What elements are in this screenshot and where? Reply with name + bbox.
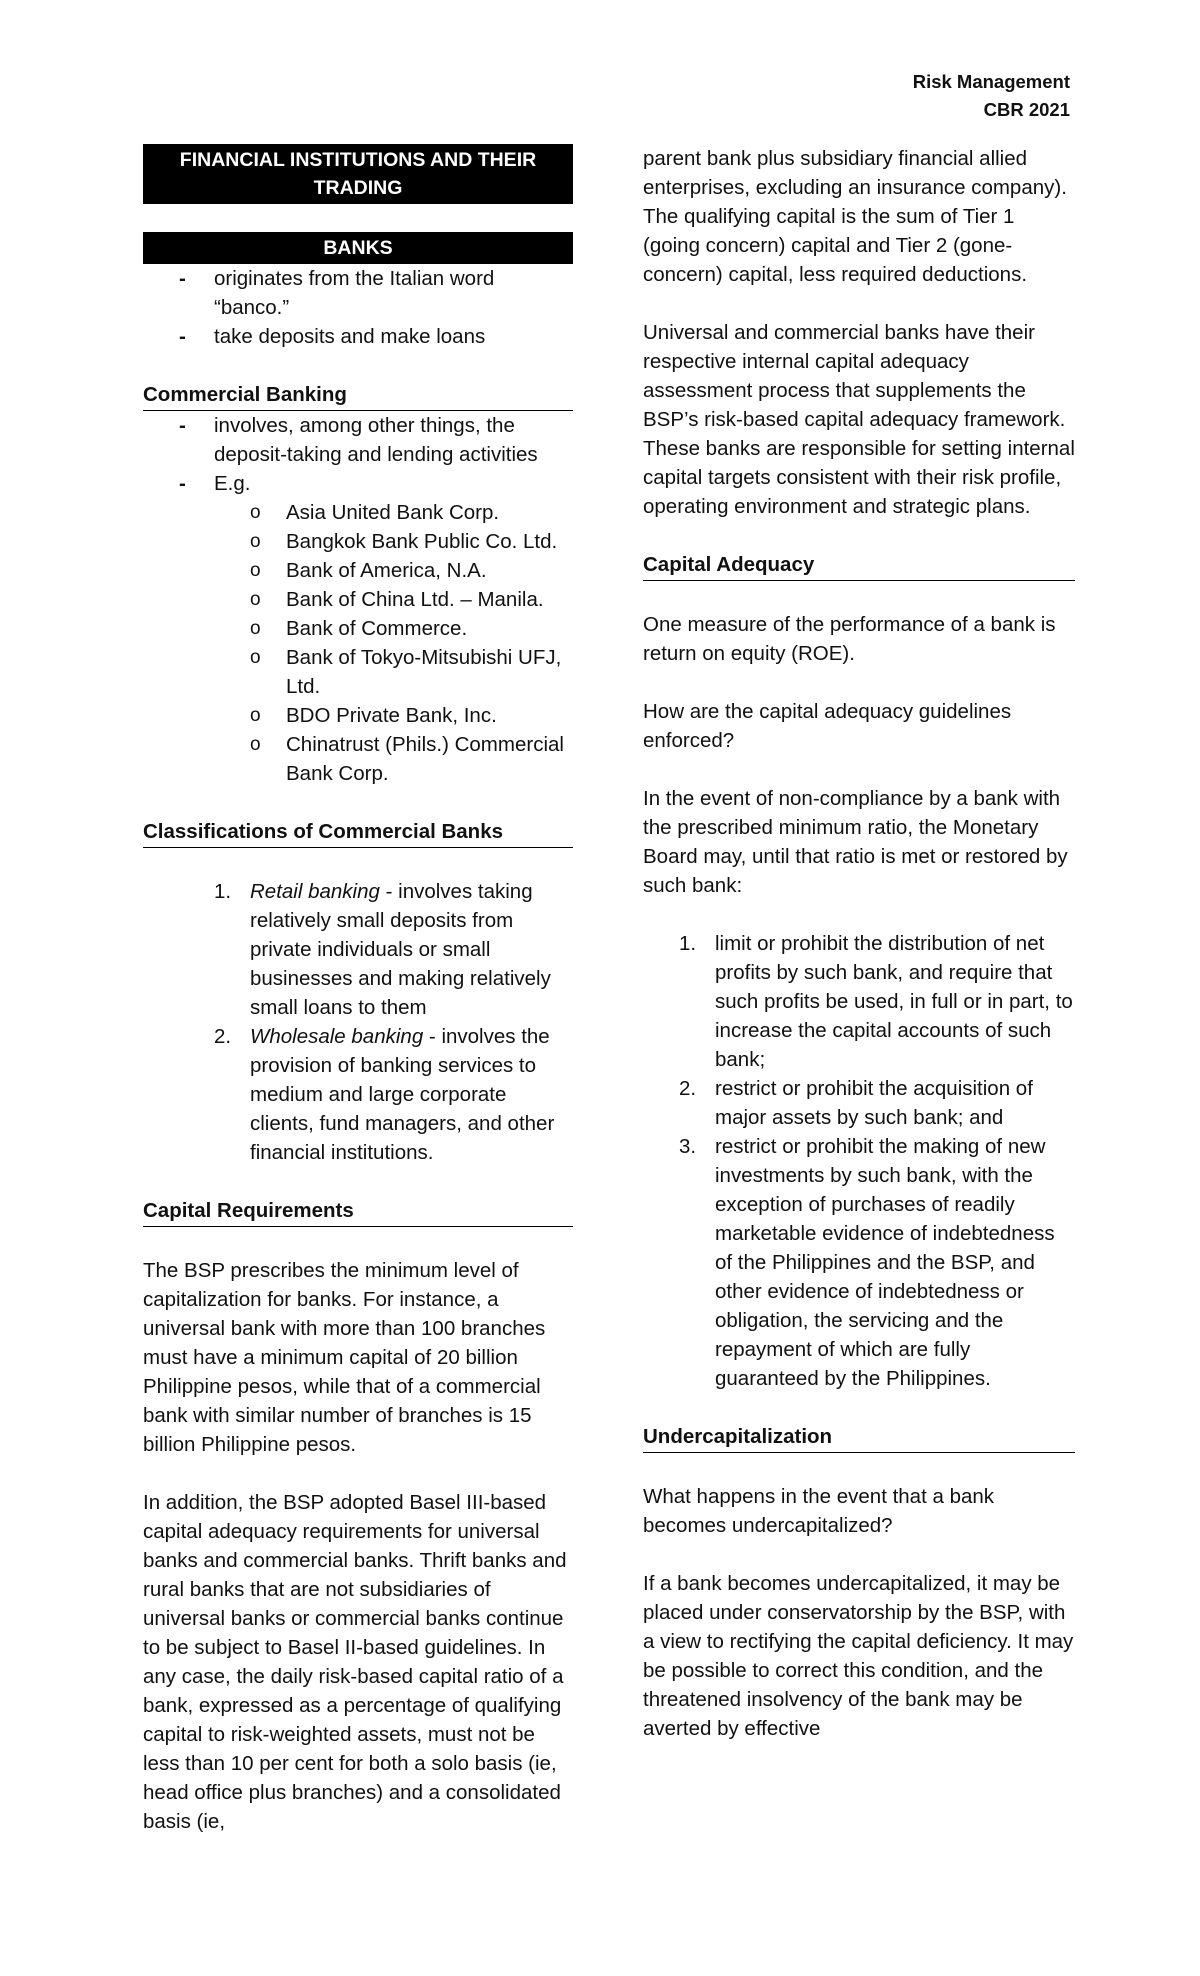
list-item: 3. restrict or prohibit the making of new investments by such bank, with the exception of purchases of readily marketable evidence of indebtedness of the Philippines and the BSP, and other evidence of indebtedness or obligation, the servicing and the repayment of which are fully guaranteed by the Philippines. (679, 1135, 1055, 1390)
left-column (143, 144, 573, 1836)
roe-paragraph: One measure of the performance of a bank is return on equity (ROE). (643, 613, 1056, 665)
list-item: o Bangkok Bank Public Co. Ltd. (286, 527, 573, 556)
capital-adequacy-heading: Capital Adequacy (643, 550, 1075, 581)
list-item: - originates from the Italian word “banco.” (214, 264, 573, 322)
main-title-bar: FINANCIAL INSTITUTIONS AND THEIR TRADING (143, 144, 573, 204)
noncompliance-paragraph: In the event of non-compliance by a bank with the prescribed minimum ratio, the Monetary Board may, until that ratio is met or restored by such bank: (643, 787, 1068, 897)
header-course: CBR 2021 (983, 99, 1070, 120)
banks-bar: BANKS (143, 232, 573, 264)
list-item: o Bank of China Ltd. – Manila. (286, 585, 573, 614)
continued-paragraph: parent bank plus subsidiary financial allied enterprises, excluding an insurance company). The qualifying capital is the sum of Tier 1 (going concern) capital and Tier 2 (gone-concern) capital, less required deductions. (643, 147, 1067, 286)
banks-list (143, 264, 573, 351)
bank-examples-list (143, 498, 573, 788)
classifications-heading: Classifications of Commercial Banks (143, 817, 573, 848)
list-item: o Asia United Bank Corp. (286, 498, 573, 527)
list-item: - E.g. (214, 469, 573, 498)
capital-requirements-heading: Capital Requirements (143, 1196, 573, 1227)
undercapitalization-question: What happens in the event that a bank becomes undercapitalized? (643, 1485, 995, 1537)
universal-paragraph: Universal and commercial banks have their respective internal capital adequacy assessment process that supplements the BSP’s risk-based capital adequacy framework. These banks are responsible for setting internal capital targets consistent with their risk profile, operating environment and strategic plans. (643, 321, 1075, 518)
list-item: o BDO Private Bank, Inc. (286, 701, 573, 730)
list-item: - involves, among other things, the deposit-taking and lending activities (214, 411, 573, 469)
list-item: 2. Wholesale banking - involves the provision of banking services to medium and large corporate clients, fund managers, and other financial institutions. (214, 1025, 555, 1164)
list-item: - take deposits and make loans (214, 322, 573, 351)
right-column (643, 144, 1075, 1743)
undercapitalization-heading: Undercapitalization (643, 1422, 1075, 1453)
capital-paragraph-2: In addition, the BSP adopted Basel III-based capital adequacy requirements for universal banks and commercial banks. Thrift banks and rural banks that are not subsidiaries of universal banks or commercial banks continue to be subject to Basel II-based guidelines. In any case, the daily risk-based capital ratio of a bank, expressed as a percentage of qualifying capital to risk-weighted assets, must not be less than 10 per cent for both a solo basis (ie, head office plus branches) and a consolidated basis (ie, (143, 1491, 567, 1833)
undercapitalization-paragraph: If a bank becomes undercapitalized, it may be placed under conservatorship by the BSP, with a view to rectifying the capital deficiency. It may be possible to correct this condition, and the threatened insolvency of the bank may be averted by effective (643, 1572, 1074, 1740)
list-item: 1. limit or prohibit the distribution of net profits by such bank, and require that such profits be used, in full or in part, to increase the capital accounts of such bank; (679, 932, 1073, 1071)
list-item: 2. restrict or prohibit the acquisition of major assets by such bank; and (679, 1077, 1033, 1129)
list-item: o Bank of Commerce. (286, 614, 573, 643)
list-item: o Bank of America, N.A. (286, 556, 573, 585)
list-item: o Bank of Tokyo-Mitsubishi UFJ, Ltd. (286, 643, 573, 701)
commercial-banking-heading: Commercial Banking (143, 380, 573, 411)
enforcement-question: How are the capital adequacy guidelines enforced? (643, 700, 1012, 752)
page-header (913, 68, 1070, 124)
classifications-list (143, 877, 573, 1167)
list-item: 1. Retail banking - involves taking relatively small deposits from private individuals or small businesses and making relatively small loans to them (214, 880, 551, 1019)
measures-list (643, 929, 1075, 1393)
header-subject: Risk Management (912, 71, 1070, 92)
list-item: o Chinatrust (Phils.) Commercial Bank Corp. (286, 730, 573, 788)
commercial-list (143, 411, 573, 498)
capital-paragraph-1: The BSP prescribes the minimum level of capitalization for banks. For instance, a universal bank with more than 100 branches must have a minimum capital of 20 billion Philippine pesos, while that of a commercial bank with similar number of branches is 15 billion Philippine pesos. (143, 1259, 546, 1456)
